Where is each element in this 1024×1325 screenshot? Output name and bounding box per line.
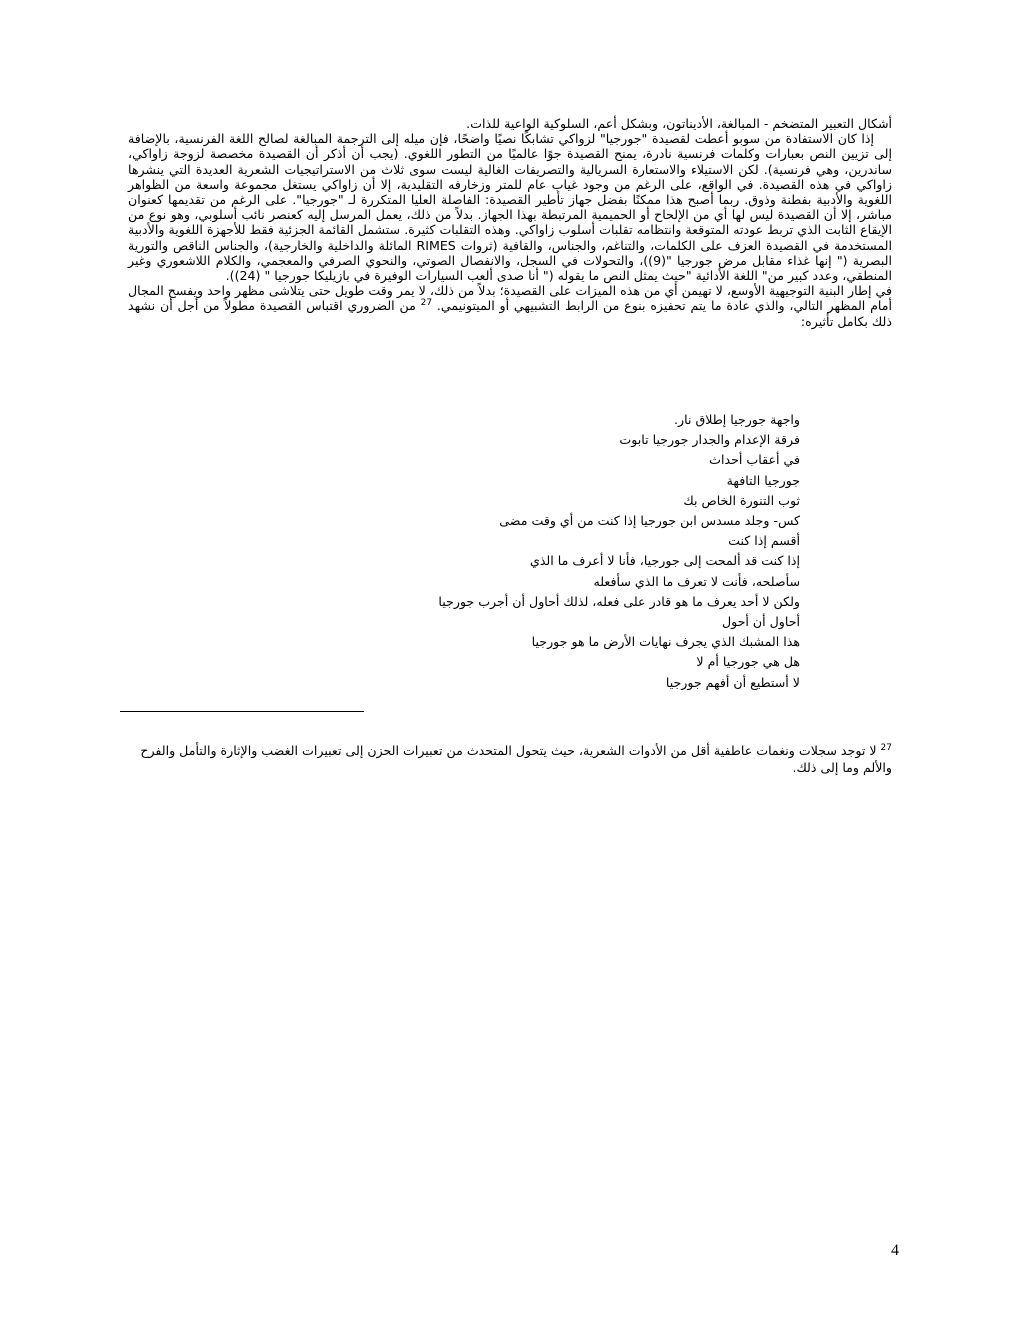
poem-line: أحاول أن أحول	[721, 614, 800, 630]
paragraph-text: في إطار البنية التوجيهية الأوسع، لا تهيمن أي من هذه الميزات على القصيدة؛ بدلاً من ذلك، لا يمر وقت طويل حتى يتلاشى مظهر واحد ويفسح المجال أمام المظهر التالي، والذي عادة ما يتم تحفيزه بنوع من الرابط التشبيهي أو الميتونيمي.	[128, 283, 892, 314]
poem-line: إذا كنت قد ألمحت إلى جورجيا، فأنا لا أعرف ما الذي	[529, 553, 800, 569]
paragraph: إذا كان الاستفادة من سوبو أعطت لقصيدة "جورجيا" لزواكي تشابكًا نصيًا واضحًا، فإن ميله إلى الترجمة المبالغة لصالح اللغة الفرنسية، بالإضافة إلى تزيين النص بعبارات وكلمات فرنسية نادرة، يمنح القصيدة جوًا عالميًا من التطور اللغوي. (يجب أن أذكر أن القصيدة مخصصة لزوجة زاواكي، ساندرين، وهي فرنسية). لكن الاستيلاء والاستعارة السريالية والتصريفات الغالية ليست سوى ثلاث من الاستراتيجيات الشعرية العديدة التي ينشرها زاواكي في هذه القصيدة. في الواقع، على الرغم من وجود غياب عام للمتر وزخارفه التقليدية، إلا أن زاواكي يستغل مجموعة واسعة من الظواهر اللغوية والأدبية بفطنة وذوق. ربما أصبح هذا ممكنًا بفضل جهاز تأطير القصيدة: الفاصلة العليا المتكررة لـ "جورجيا". على الرغم من تقديمها كعنوان مباشر، إلا أن القصيدة ليس لها أي من الإلحاح أو الحميمية المرتبطة بهذا الجهاز. بدلاً من ذلك، يعمل المرسل إليه كعنصر نائب أسلوبي، وهو نوع من الإيقاع الثابت الذي تربط عودته المتوقعة وانتظامه تقلبات أسلوب زاواكي. وهذه التقلبات كثيرة. ستشمل القائمة الجزئية فقط للأجهزة اللغوية والأدبية المستخدمة في القصيدة العزف على الكلمات، والتناغم، والجناس، والقافية (ثروات RIMES المائلة والداخلية والخارجية)، والجناس الناقص والتورية البصرية (" إنها غذاء مقابل مرض جورجيا "(9))، والتحولات في السجل، والانفصال الصوتي، والنحوي الصرفي والمعجمي، والكلام اللاشعوري وغير المنطقي، وعدد كبير من" اللغة الأدائية "حيث يمثل النص ما يقوله (" أنا صدى ألعب السيارات الوفيرة في بازيليكا جورجيا " (24)).	[128, 131, 892, 284]
poem-line: سأصلحه، فأنت لا تعرف ما الذي سأفعله	[593, 573, 800, 589]
poem-line: ولكن لا أحد يعرف ما هو قادر على فعله، لذلك أحاول أن أجرب جورجيا	[438, 593, 800, 609]
footnote-text: لا توجد سجلات ونغمات عاطفية أقل من الأدوات الشعرية، حيث يتحول المتحدث من تعبيرات الحزن إلى تعبيرات الغضب والإثارة والتأمل والفرح والألم وما إلى ذلك.	[140, 743, 892, 775]
poem-line: واجهة جورجيا إطلاق نار.	[674, 412, 800, 427]
paragraph-with-footnote	[128, 283, 892, 329]
footnote-number: 27	[880, 742, 892, 753]
body-text	[128, 116, 892, 329]
poem-line: هذا المشبك الذي يجرف نهايات الأرض ما هو جورجيا	[531, 634, 800, 650]
poem-line: كس- وجلد مسدس ابن جورجيا إذا كنت من أي وقت مضى	[499, 513, 800, 529]
footnote-reference[interactable]: 27	[420, 298, 433, 309]
footnote	[128, 742, 892, 776]
poem-line: في أعقاب أحداث	[709, 452, 800, 468]
poem-quote	[438, 410, 800, 693]
paragraph-text: من الضروري اقتباس القصيدة مطولاً من أجل أن نشهد ذلك بكامل تأثيره:	[128, 298, 892, 329]
poem-line: جورجيا التافهة	[726, 472, 800, 488]
poem-line: فرقة الإعدام والجدار جورجيا تابوت	[619, 432, 800, 448]
poem-line: هل هي جورجيا أم لا	[696, 654, 800, 670]
page-number: 4	[891, 1242, 899, 1259]
footnote-separator	[120, 711, 364, 712]
poem-line: لا أستطيع أن أفهم جورجيا	[665, 674, 800, 690]
poem-line: أقسم إذا كنت	[728, 533, 800, 549]
poem-line: ثوب التنورة الخاص بك	[683, 492, 800, 508]
paragraph: أشكال التعبير المتضخم - المبالغة، الأديناتون، وبشكل أعم، السلوكية الواعية للذات.	[466, 116, 892, 131]
